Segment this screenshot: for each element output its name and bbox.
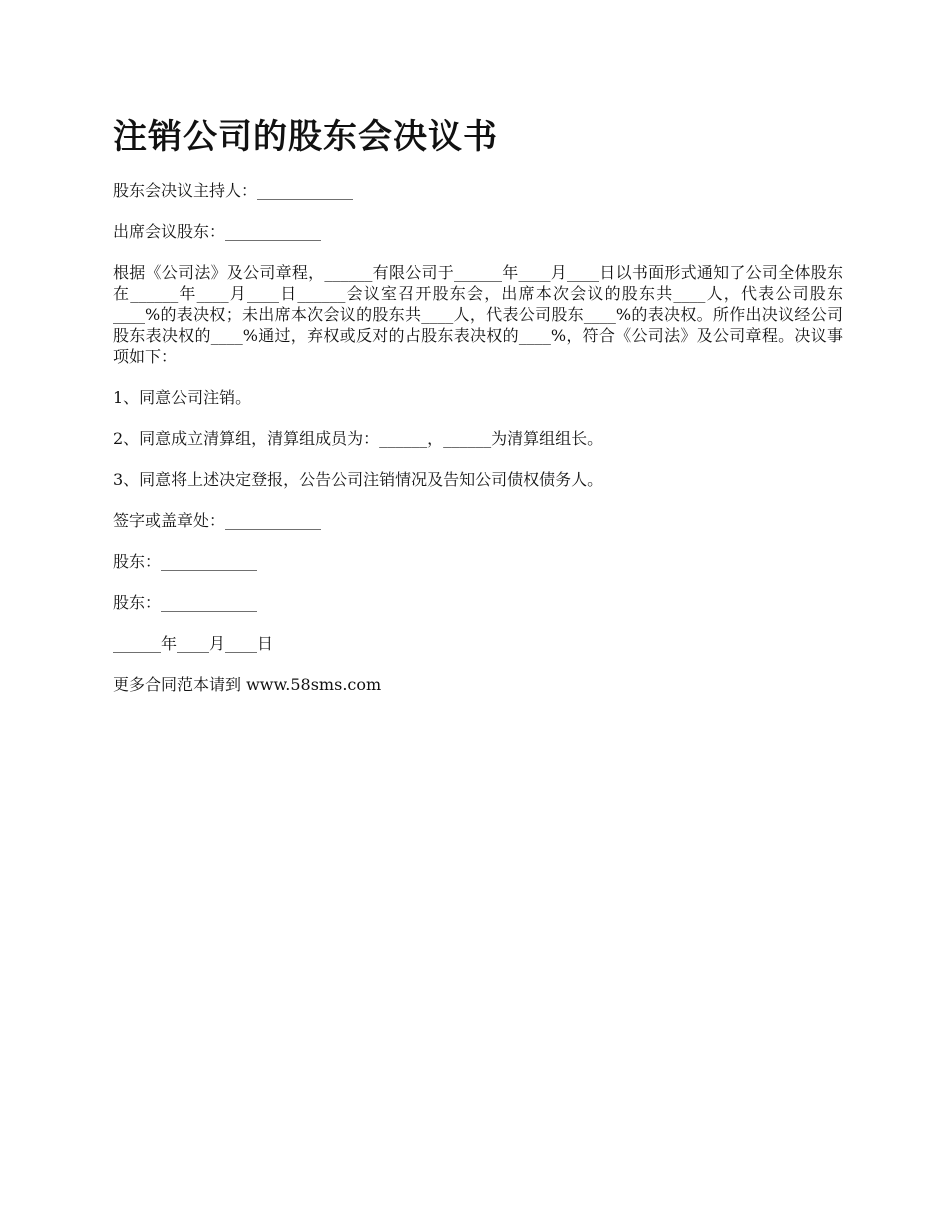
footer-link-text: 更多合同范本请到 www.58sms.com bbox=[113, 675, 382, 694]
shareholder-line-1: 股东：____________ bbox=[113, 552, 258, 571]
resolution-item-3: 3、同意将上述决定登报，公告公司注销情况及告知公司债权债务人。 bbox=[113, 470, 604, 489]
resolution-item-2: 2、同意成立清算组，清算组成员为：______，______为清算组组长。 bbox=[113, 429, 604, 448]
meeting-host-line: 股东会决议主持人：____________ bbox=[113, 181, 354, 200]
attending-shareholders-line: 出席会议股东：____________ bbox=[113, 222, 322, 241]
resolution-body-paragraph: 根据《公司法》及公司章程，______有限公司于______年____月____日以书面形式通知了公司全体股东在______年____月____日______会议室召开股东会，出席本次会议的股东共____人，代表公司股东____%的表决权；未出席本次会议的股东共____人，代表公司股东____%的表决权。所作出决议经公司股东表决权的____%通过，弃权或反对的占股东表决权的____%，符合《公司法》及公司章程。决议事项如下： bbox=[113, 263, 843, 366]
date-line: ______年____月____日 bbox=[113, 634, 274, 653]
document-title: 注销公司的股东会决议书 bbox=[113, 117, 498, 157]
shareholder-line-2: 股东：____________ bbox=[113, 593, 258, 612]
resolution-item-1: 1、同意公司注销。 bbox=[113, 388, 252, 407]
document-page bbox=[113, 112, 843, 715]
signature-line: 签字或盖章处：____________ bbox=[113, 511, 322, 530]
